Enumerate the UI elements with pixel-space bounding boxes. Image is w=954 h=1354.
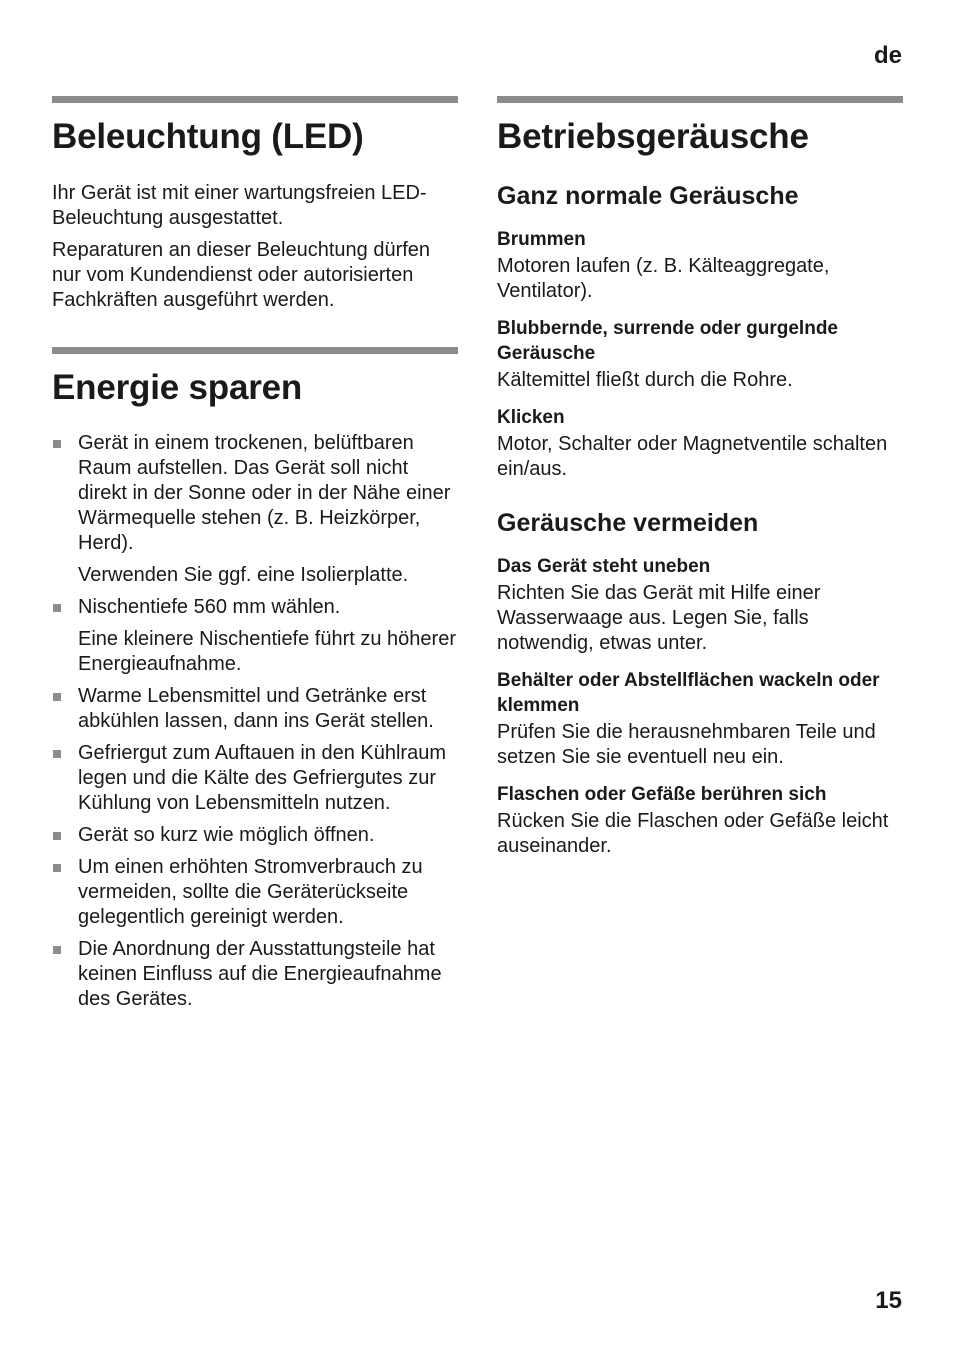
page-number: 15	[875, 1287, 902, 1314]
list-item	[52, 595, 458, 677]
list-item	[52, 684, 458, 734]
noise-entry	[497, 554, 903, 656]
list-item-text: Die Anordnung der Ausstattungsteile hat keinen Einfluss auf die Energieaufnahme des Gerätes.	[78, 938, 442, 1010]
noise-entry-heading: Behälter oder Abstellflächen wackeln oder klemmen	[497, 669, 880, 716]
right-column	[497, 96, 903, 871]
noise-entry	[497, 668, 903, 770]
square-bullet-icon	[53, 604, 61, 612]
noise-entry	[497, 316, 903, 393]
section-rule	[497, 96, 903, 103]
noise-entry-text: Motor, Schalter oder Magnetventile schalten ein/aus.	[497, 432, 888, 480]
led-paragraph-1: Ihr Gerät ist mit einer wartungsfreien LED-Beleuchtung ausgestattet.	[52, 181, 427, 229]
list-item	[52, 741, 458, 816]
noise-entry-text: Prüfen Sie die herausnehmbaren Teile und setzen Sie sie eventuell neu ein.	[497, 720, 876, 768]
subsection-title-normal-noise: Ganz normale Geräusche	[497, 181, 799, 210]
list-item-text: Um einen erhöhten Stromverbrauch zu vermeiden, sollte die Geräterückseite gelegentlich gereinigt werden.	[78, 856, 423, 928]
list-item-note: Verwenden Sie ggf. eine Isolierplatte.	[78, 564, 409, 586]
section-rule	[52, 347, 458, 354]
square-bullet-icon	[53, 440, 61, 448]
list-item-text: Gefriergut zum Auftauen in den Kühlraum legen und die Kälte des Gefriergutes zur Kühlung von Lebensmitteln nutzen.	[78, 742, 446, 814]
list-item	[52, 823, 458, 848]
energy-tips-list	[52, 431, 458, 1012]
square-bullet-icon	[53, 832, 61, 840]
square-bullet-icon	[53, 864, 61, 872]
list-item-text: Warme Lebensmittel und Getränke erst abkühlen lassen, dann ins Gerät stellen.	[78, 685, 434, 732]
noise-entry-heading: Das Gerät steht uneben	[497, 555, 711, 577]
section-noise	[497, 96, 903, 859]
square-bullet-icon	[53, 750, 61, 758]
led-paragraph-2: Reparaturen an dieser Beleuchtung dürfen nur vom Kundendienst oder autorisierten Fachkräften ausgeführt werden.	[52, 238, 431, 311]
list-item-text: Gerät so kurz wie möglich öffnen.	[78, 824, 375, 846]
square-bullet-icon	[53, 946, 61, 954]
list-item-text: Gerät in einem trockenen, belüftbaren Raum aufstellen. Das Gerät soll nicht direkt in der Sonne oder in der Nähe einer Wärmequelle stehen (z. B. Heizkörper, Herd).	[78, 432, 451, 554]
list-item	[52, 937, 458, 1012]
section-led	[52, 96, 458, 313]
noise-entry	[497, 405, 903, 482]
noise-entry-heading: Blubbernde, surrende oder gurgelnde Geräusche	[497, 317, 838, 364]
noise-entry	[497, 782, 903, 859]
list-item	[52, 431, 458, 588]
noise-entry-text: Motoren laufen (z. B. Kälteaggregate, Ventilator).	[497, 254, 830, 302]
section-title-energy: Energie sparen	[52, 367, 303, 407]
list-item	[52, 855, 458, 930]
square-bullet-icon	[53, 693, 61, 701]
list-item-text: Nischentiefe 560 mm wählen.	[78, 596, 341, 618]
noise-entry-text: Richten Sie das Gerät mit Hilfe einer Wasserwaage aus. Legen Sie, falls notwendig, etwas unter.	[497, 581, 821, 654]
subsection-title-avoid-noise: Geräusche vermeiden	[497, 508, 759, 537]
noise-entry-text: Kältemittel fließt durch die Rohre.	[497, 368, 793, 391]
noise-entry	[497, 227, 903, 304]
noise-entry-heading: Klicken	[497, 406, 565, 428]
section-title-led: Beleuchtung (LED)	[52, 117, 364, 156]
noise-entry-heading: Brummen	[497, 228, 586, 250]
left-column	[52, 96, 458, 1019]
section-rule	[52, 96, 458, 103]
noise-entry-heading: Flaschen oder Gefäße berühren sich	[497, 783, 827, 805]
language-code: de	[873, 42, 902, 69]
section-title-noise: Betriebsgeräusche	[497, 117, 809, 156]
noise-entry-text: Rücken Sie die Flaschen oder Gefäße leicht auseinander.	[497, 809, 889, 857]
list-item-note: Eine kleinere Nischentiefe führt zu höherer Energieaufnahme.	[78, 628, 456, 675]
section-energy	[52, 347, 458, 1013]
